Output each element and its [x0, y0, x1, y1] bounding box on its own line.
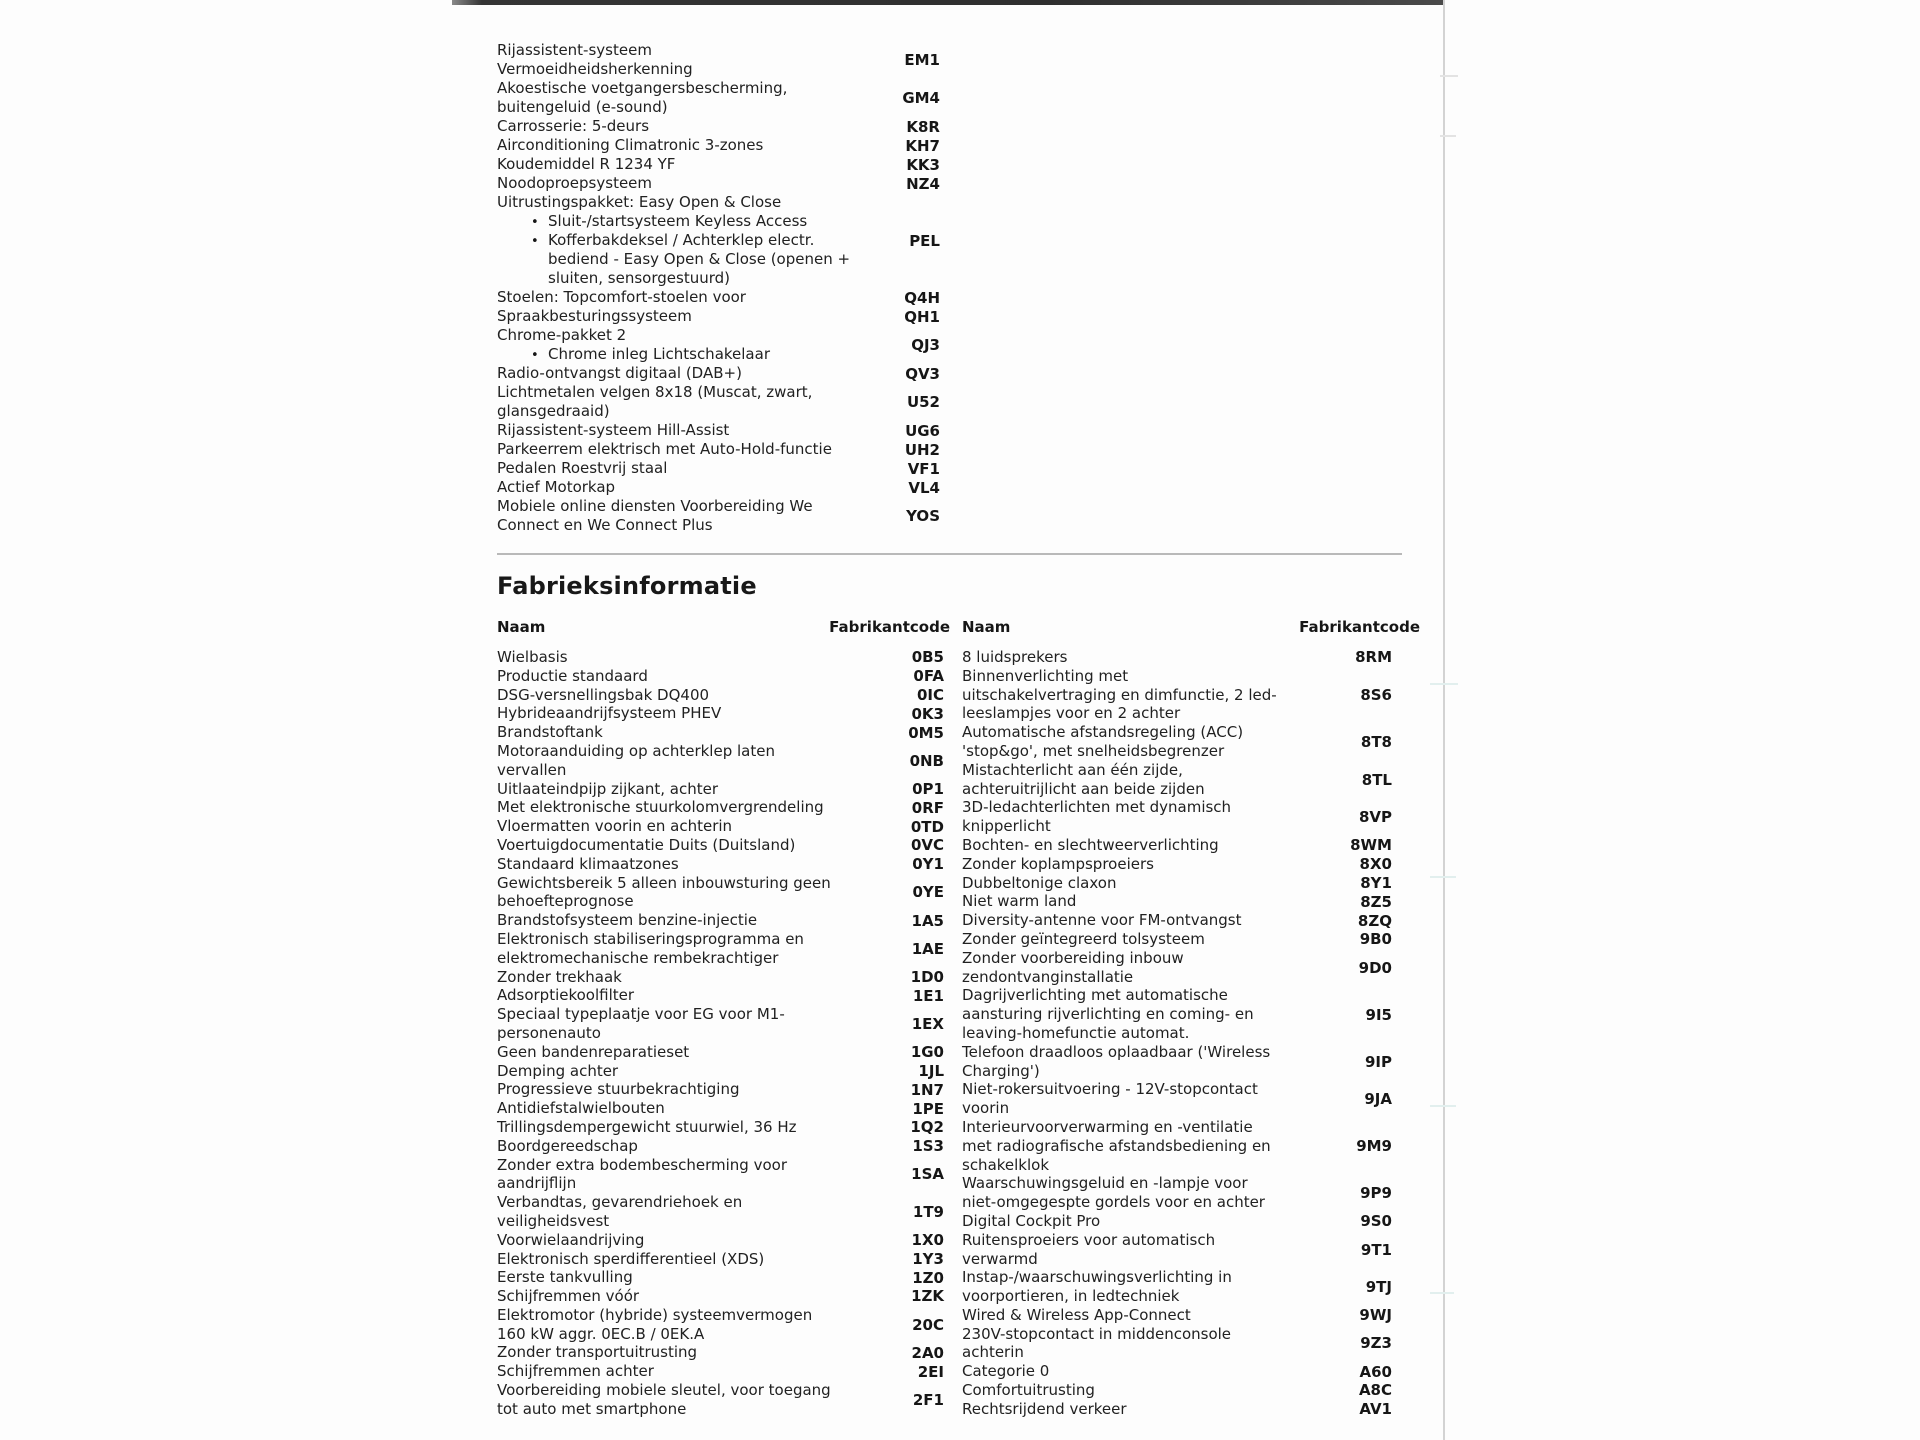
table-row [497, 1099, 944, 1118]
item-code: 8T8 [1360, 732, 1392, 751]
item-name: Ruitensproeiers voor automatisch verwarmd [962, 1230, 1216, 1268]
table-row [497, 288, 940, 307]
table-row [497, 193, 940, 288]
item-name: Interieurvoorverwarming en -ventilatie met radiografische afstandsbediening en schakelklok [962, 1117, 1271, 1174]
item-code: 0TD [910, 817, 944, 836]
table-row [962, 723, 1392, 761]
item-code: 0P1 [912, 779, 944, 798]
table-row [962, 1118, 1392, 1174]
item-code: QV3 [905, 364, 940, 383]
item-code: 8RM [1355, 648, 1392, 667]
scan-artifact-tick [1440, 75, 1458, 77]
scan-artifact-tick [1430, 1105, 1456, 1107]
table-row [962, 1306, 1392, 1325]
item-name: Eerste tankvulling [497, 1268, 633, 1287]
item-name: Koudemiddel R 1234 YF [497, 155, 676, 173]
table-row [497, 1005, 944, 1043]
item-code: 1G0 [910, 1043, 944, 1062]
item-name: Digital Cockpit Pro [962, 1211, 1101, 1230]
table-row [962, 798, 1392, 836]
table-row [497, 798, 944, 817]
column-header-naam-right: Naam [962, 618, 1011, 636]
item-name: Zonder trekhaak [497, 967, 622, 986]
item-name: 3D-ledachterlichten met dynamisch knipperlicht [962, 798, 1232, 836]
item-code: 0IC [916, 685, 944, 704]
item-name: DSG-versnellingsbak DQ400 [497, 685, 710, 704]
item-name: Automatische afstandsregeling (ACC) 'stop&go', met snelheidsbegrenzer [962, 723, 1244, 760]
table-row [497, 1287, 944, 1306]
item-name: Uitrustingspakket: Easy Open & Close • Sluit-/startsysteem Keyless Access • Kofferbakdeksel / Achterklep electr. bediend - Easy Open & Close (openen + sluiten, sensorgestuurd) [497, 193, 851, 287]
item-name: Voorwielaandrijving [497, 1230, 645, 1249]
table-row [497, 1156, 944, 1194]
item-code: NZ4 [906, 174, 940, 193]
table-row [962, 911, 1392, 930]
item-name: Comfortuitrusting [962, 1381, 1095, 1400]
table-row [497, 1362, 944, 1381]
table-row [497, 79, 940, 117]
item-code: 8VP [1358, 808, 1392, 827]
item-code: 1AE [911, 939, 944, 958]
item-code: 9D0 [1358, 958, 1392, 977]
item-name: Vloermatten voorin en achterin [497, 817, 733, 836]
options-list [497, 41, 940, 535]
item-code: 8Z5 [1360, 892, 1392, 911]
item-code: 8X0 [1359, 855, 1392, 874]
scan-artifact-page-edge-line [1443, 0, 1445, 1440]
table-row [497, 817, 944, 836]
table-row [962, 986, 1392, 1042]
table-row [497, 1043, 944, 1062]
table-row [962, 1212, 1392, 1231]
item-code: Q4H [904, 288, 940, 307]
item-name: Lichtmetalen velgen 8x18 (Muscat, zwart, glansgedraaid) [497, 383, 813, 420]
scan-artifact-tick [1430, 876, 1456, 878]
item-name: Dubbeltonige claxon [962, 873, 1117, 892]
item-name: Waarschuwingsgeluid en -lampje voor niet-omgegespte gordels voor en achter [962, 1174, 1265, 1212]
table-row [962, 1381, 1392, 1400]
item-code: 0NB [909, 751, 944, 770]
item-code: 1SA [911, 1165, 944, 1184]
table-row [497, 874, 944, 912]
item-code: 8Y1 [1360, 873, 1392, 892]
item-name: Standaard klimaatzones [497, 854, 679, 873]
column-header-fabrikantcode-right: Fabrikantcode [1299, 618, 1420, 636]
item-code: 9WJ [1359, 1306, 1392, 1325]
scan-artifact-tick [1430, 683, 1458, 685]
item-name: Productie standaard [497, 666, 648, 685]
item-name: Mistachterlicht aan één zijde, achteruitrijlicht aan beide zijden [962, 760, 1205, 798]
item-name: Hybrideaandrijfsysteem PHEV [497, 704, 722, 723]
item-code: 8S6 [1360, 685, 1392, 704]
table-row [497, 383, 940, 421]
table-row [497, 1062, 944, 1081]
table-row [962, 1268, 1392, 1306]
table-row [962, 949, 1392, 987]
item-code: KK3 [906, 155, 940, 174]
factory-table-left [497, 648, 944, 1419]
item-code: YOS [906, 507, 940, 525]
table-row [497, 930, 944, 968]
table-row [962, 761, 1392, 799]
item-name: Brandstoftank [497, 723, 603, 742]
item-code: 8TL [1361, 770, 1392, 789]
item-code: 0B5 [911, 648, 944, 667]
table-row [497, 117, 940, 136]
item-name: Geen bandenreparatieset [497, 1042, 690, 1061]
table-row [962, 930, 1392, 949]
item-name: Niet warm land [962, 892, 1077, 911]
item-name: Verbandtas, gevarendriehoek en veiligheidsvest [497, 1193, 743, 1230]
item-code: 9T1 [1360, 1240, 1392, 1259]
table-row [497, 780, 944, 799]
item-name: Stoelen: Topcomfort-stoelen voor [497, 288, 746, 306]
item-code: 0K3 [911, 704, 944, 723]
item-code: 9M9 [1356, 1137, 1392, 1156]
table-row [962, 1080, 1392, 1118]
scan-artifact-tick [1430, 1292, 1454, 1294]
item-code: 9Z3 [1360, 1334, 1392, 1353]
bullet-icon: • [531, 234, 539, 249]
item-code: 1Q2 [910, 1118, 944, 1137]
item-name: Zonder extra bodembescherming voor aandrijflijn [497, 1155, 787, 1193]
item-code: AV1 [1359, 1400, 1392, 1419]
item-code: QJ3 [911, 336, 940, 354]
item-name: Schijfremmen vóór [497, 1287, 640, 1306]
item-code: UH2 [904, 440, 940, 459]
table-row [497, 497, 940, 535]
item-code: GM4 [902, 89, 940, 107]
table-row [497, 1250, 944, 1269]
item-code: U52 [906, 393, 940, 411]
item-name: Elektromotor (hybride) systeemvermogen 160 kW aggr. 0EC.B / 0EK.A [497, 1305, 813, 1343]
table-row [497, 459, 940, 478]
item-name: Categorie 0 [962, 1362, 1050, 1381]
item-name: Actief Motorkap [497, 478, 616, 496]
section-title: Fabrieksinformatie [497, 572, 757, 600]
item-name: Radio-ontvangst digitaal (DAB+) [497, 364, 742, 382]
table-row [962, 1362, 1392, 1381]
table-row [497, 1137, 944, 1156]
table-row [497, 986, 944, 1005]
item-name: Rechtsrijdend verkeer [962, 1399, 1127, 1418]
scan-artifact-top-band [452, 0, 1445, 5]
table-row [497, 326, 940, 364]
item-name: Spraakbesturingssysteem [497, 307, 692, 325]
item-code: KH7 [905, 136, 940, 155]
item-name: Voorbereiding mobiele sleutel, voor toegang tot auto met smartphone [497, 1381, 831, 1418]
item-name: Elektronisch stabiliseringsprogramma en elektromechanische rembekrachtiger [497, 929, 804, 967]
item-code: 9B0 [1359, 930, 1392, 949]
item-code: 1EX [911, 1014, 944, 1033]
item-name: Zonder transportuitrusting [497, 1343, 698, 1362]
item-name: Speciaal typeplaatje voor EG voor M1- personenauto [497, 1005, 785, 1042]
item-code: 1JL [918, 1061, 944, 1080]
item-name: Mobiele online diensten Voorbereiding We Connect en We Connect Plus [497, 497, 813, 534]
item-code: 0RF [911, 798, 944, 817]
item-name: Voertuigdocumentatie Duits (Duitsland) [497, 835, 796, 854]
item-name: Carrosserie: 5-deurs [497, 117, 650, 135]
bullet-icon: • [531, 348, 539, 363]
table-row [497, 723, 944, 742]
item-name: Dagrijverlichting met automatische aansturing rijverlichting en coming- en leaving-homefunctie automat. [962, 986, 1254, 1042]
item-name: 230V-stopcontact in middenconsole achterin [962, 1324, 1232, 1362]
table-row [497, 41, 940, 79]
table-row [497, 855, 944, 874]
table-row [962, 836, 1392, 855]
item-name: Boordgereedschap [497, 1136, 638, 1155]
item-code: UG6 [905, 421, 940, 440]
item-code: A8C [1358, 1381, 1392, 1400]
item-code: 8ZQ [1357, 911, 1392, 930]
item-name: Noodoproepsysteem [497, 174, 653, 192]
table-row [497, 836, 944, 855]
item-code: QH1 [904, 307, 940, 326]
item-name: Diversity-antenne voor FM-ontvangst [962, 911, 1242, 930]
item-name: Gewichtsbereik 5 alleen inbouwsturing geen behoefteprognose [497, 873, 831, 911]
item-code: 1S3 [912, 1137, 944, 1156]
item-code: 2F1 [912, 1390, 944, 1409]
item-name: Wired & Wireless App-Connect [962, 1305, 1191, 1324]
item-name: Zonder voorbereiding inbouw zendontvanginstallatie [962, 948, 1184, 986]
scan-artifact-tick [1440, 135, 1456, 137]
table-row [497, 421, 940, 440]
item-name: Antidiefstalwielbouten [497, 1099, 665, 1118]
item-code: 1ZK [911, 1287, 944, 1306]
table-row [962, 1231, 1392, 1269]
table-row [497, 704, 944, 723]
item-name: Demping achter [497, 1061, 619, 1080]
table-row [497, 364, 940, 383]
table-row [497, 1193, 944, 1231]
table-row [497, 155, 940, 174]
table-row [497, 136, 940, 155]
table-row [962, 1174, 1392, 1212]
table-row [497, 174, 940, 193]
table-row [497, 1381, 944, 1419]
item-name: Chrome-pakket 2 • Chrome inleg Lichtschakelaar [497, 326, 770, 363]
item-code: 1E1 [912, 986, 944, 1005]
item-code: 2A0 [911, 1343, 944, 1362]
item-code: EM1 [904, 51, 940, 69]
table-row [962, 874, 1392, 893]
item-code: 9P9 [1360, 1184, 1392, 1203]
item-code: 1PE [912, 1099, 944, 1118]
item-code: 8WM [1350, 836, 1392, 855]
item-code: VF1 [907, 459, 940, 478]
item-name: 8 luidsprekers [962, 648, 1068, 666]
table-row [962, 855, 1392, 874]
item-name: Akoestische voetgangersbescherming, buitengeluid (e-sound) [497, 79, 788, 116]
item-code: VL4 [908, 478, 940, 497]
item-code: 1Y3 [912, 1249, 944, 1268]
item-name: Schijfremmen achter [497, 1362, 654, 1381]
bullet-icon: • [531, 215, 539, 230]
item-name: Niet-rokersuitvoering - 12V-stopcontact voorin [962, 1080, 1258, 1118]
item-name: Adsorptiekoolfilter [497, 986, 635, 1005]
column-header-fabrikantcode-left: Fabrikantcode [829, 618, 950, 636]
item-name: Uitlaateindpijp zijkant, achter [497, 779, 719, 798]
table-row [497, 686, 944, 705]
item-code: 0M5 [908, 723, 944, 742]
item-name: Elektronisch sperdifferentieel (XDS) [497, 1249, 765, 1268]
table-row [497, 742, 944, 780]
table-row [497, 968, 944, 987]
item-name: Zonder geïntegreerd tolsysteem [962, 929, 1205, 948]
item-code: A60 [1359, 1362, 1392, 1381]
item-code: 9JA [1364, 1090, 1392, 1109]
item-code: 9TJ [1365, 1278, 1392, 1297]
table-row [497, 648, 944, 667]
item-code: 1X0 [911, 1231, 944, 1250]
factory-table-right [962, 648, 1392, 1419]
item-code: 9S0 [1360, 1212, 1392, 1231]
table-row [962, 667, 1392, 723]
item-name: Zonder koplampsproeiers [962, 854, 1154, 873]
section-divider [497, 553, 1402, 555]
item-code: 1Z0 [912, 1268, 944, 1287]
column-header-naam-left: Naam [497, 618, 546, 636]
item-name: Met elektronische stuurkolomvergrendeling [497, 798, 824, 817]
item-code: 0VC [910, 836, 944, 855]
item-name: Rijassistent-systeem Vermoeidheidsherkenning [497, 41, 693, 78]
item-code: 1N7 [910, 1080, 944, 1099]
table-row [497, 478, 940, 497]
item-code: PEL [909, 231, 940, 250]
item-code: 0Y1 [912, 855, 944, 874]
item-code: 9IP [1364, 1052, 1392, 1071]
table-row [497, 1343, 944, 1362]
item-name: Brandstofsysteem benzine-injectie [497, 911, 758, 930]
item-code: 0YE [912, 883, 944, 902]
table-row [497, 911, 944, 930]
item-code: 9I5 [1365, 1005, 1392, 1024]
table-row [497, 1080, 944, 1099]
table-row [962, 1325, 1392, 1363]
table-row [962, 892, 1392, 911]
item-code: 20C [912, 1315, 944, 1334]
item-name: Bochten- en slechtweerverlichting [962, 835, 1219, 854]
table-row [497, 1118, 944, 1137]
item-name: Instap-/waarschuwingsverlichting in voorportieren, in ledtechniek [962, 1268, 1232, 1306]
item-name: Trillingsdempergewicht stuurwiel, 36 Hz [497, 1117, 797, 1136]
item-code: 0FA [913, 667, 944, 686]
table-row [497, 667, 944, 686]
table-row [962, 648, 1392, 667]
table-row [962, 1400, 1392, 1419]
item-code: K8R [906, 117, 940, 136]
item-name: Airconditioning Climatronic 3-zones [497, 136, 764, 154]
item-code: 1D0 [910, 967, 944, 986]
item-name: Motoraanduiding op achterklep laten vervallen [497, 741, 775, 779]
item-code: 1A5 [911, 911, 944, 930]
item-name: Rijassistent-systeem Hill-Assist [497, 421, 730, 439]
item-name: Pedalen Roestvrij staal [497, 459, 668, 477]
item-name: Wielbasis [497, 648, 568, 666]
table-row [497, 307, 940, 326]
table-row [497, 440, 940, 459]
item-name: Progressieve stuurbekrachtiging [497, 1080, 740, 1099]
item-code: 1T9 [912, 1202, 944, 1221]
table-row [497, 1268, 944, 1287]
item-code: 2EI [917, 1362, 944, 1381]
table-row [497, 1306, 944, 1344]
item-name: Telefoon draadloos oplaadbaar ('Wireless Charging') [962, 1042, 1271, 1080]
item-name: Parkeerrem elektrisch met Auto-Hold-functie [497, 440, 832, 458]
table-row [497, 1231, 944, 1250]
table-row [962, 1043, 1392, 1081]
item-name: Binnenverlichting met uitschakelvertraging en dimfunctie, 2 led- leeslampjes voor en 2 achter [962, 666, 1277, 723]
